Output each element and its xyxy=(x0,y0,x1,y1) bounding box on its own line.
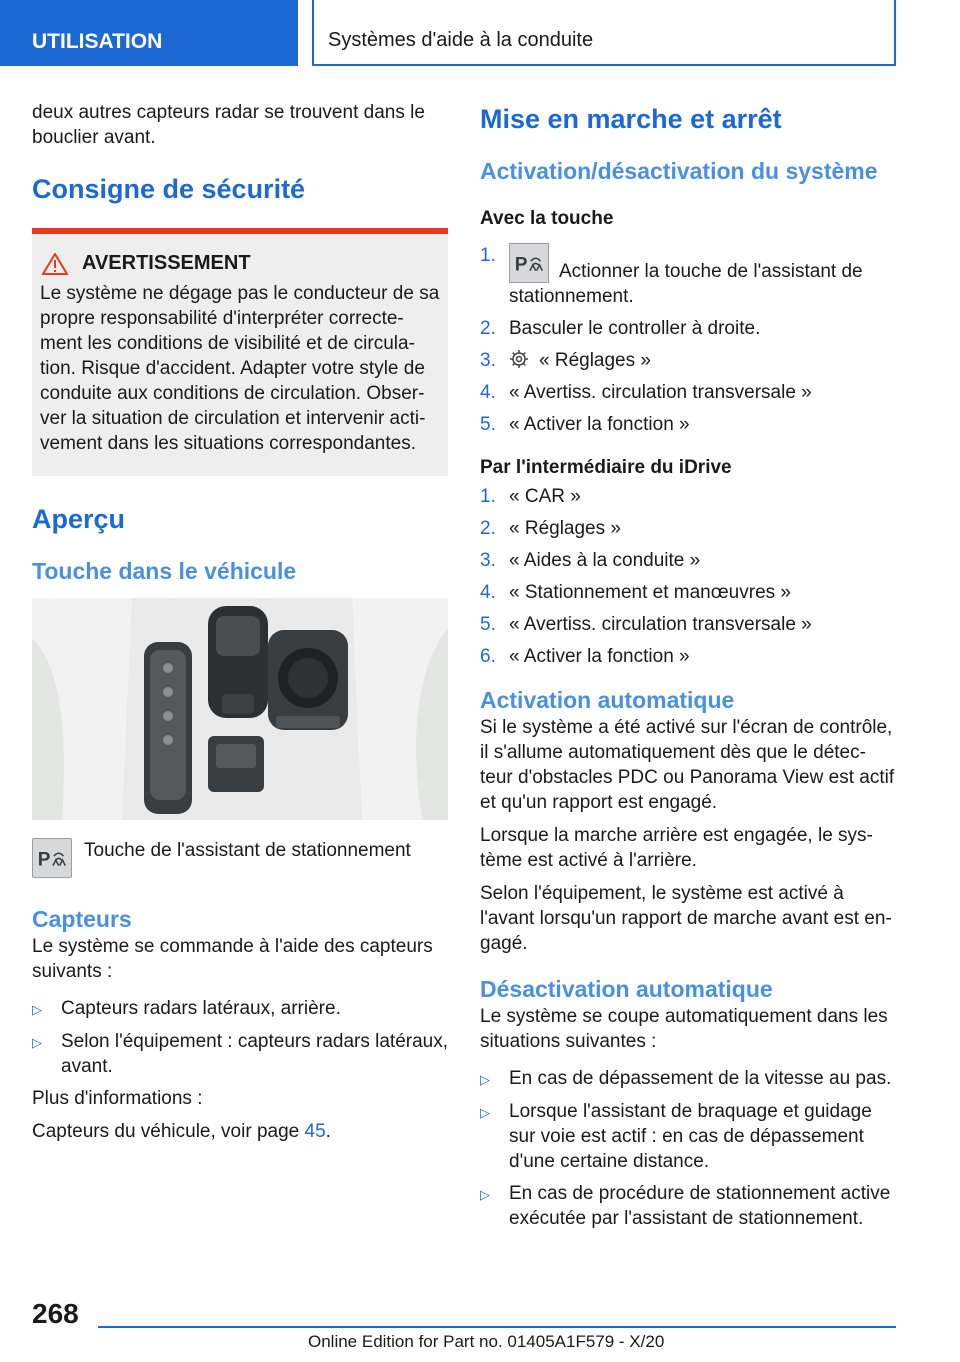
list-item: 2. Basculer le controller à droite. xyxy=(480,318,761,339)
park-assist-button-icon xyxy=(32,838,72,878)
sensors-text: Le système se commande à l'aide des capteurs suivants : xyxy=(32,936,433,982)
center-console-illustration xyxy=(32,598,448,820)
caption-text: Touche de l'assistant de stationnement xyxy=(84,840,411,861)
overview-heading: Aperçu xyxy=(32,504,126,534)
right-column xyxy=(480,100,896,1238)
bullet-triangle-icon: ▷ xyxy=(32,1002,42,1017)
page-reference: Capteurs du véhicule, voir page 45. xyxy=(32,1121,331,1142)
list-item: ▷ Selon l'équipement : capteurs radars latéraux, avant. xyxy=(32,1031,449,1077)
footer-divider xyxy=(98,1326,896,1328)
list-item: 2. « Réglages » xyxy=(480,518,621,539)
console-photo xyxy=(32,598,448,820)
bullet-triangle-icon: ▷ xyxy=(480,1072,490,1087)
auto-off-text: Le système se coupe automatiquement dans les situations suivantes : xyxy=(480,1006,888,1052)
more-info: Plus d'informations : xyxy=(32,1088,203,1109)
list-item: ▷ Lorsque l'assistant de braquage et guidage sur voie est actif : en cas de dépassement d'une certaine distance. xyxy=(480,1101,872,1172)
list-item: 5. « Activer la fonction » xyxy=(480,414,690,435)
onoff-heading: Mise en marche et arrêt xyxy=(480,104,782,134)
svg-text:P: P xyxy=(514,254,528,276)
list-item: ▷ En cas de procédure de stationnement active exécutée par l'assistant de stationnement. xyxy=(480,1183,891,1229)
list-item: 1. P Actionner la touche de l'assistant de stationnement. xyxy=(480,245,863,307)
footer-edition: Online Edition for Part no. 01405A1F579 - X/20 xyxy=(308,1332,665,1351)
auto-on-p3: Selon l'équipement, le système est activé à l'avant lorsqu'un rapport de marche avant est en-gagé. xyxy=(480,883,892,954)
list-item: 6. « Activer la fonction » xyxy=(480,646,690,667)
list-item: 3. « Réglages » xyxy=(480,350,651,371)
warning-text: Le système ne dégage pas le conducteur de sa propre responsabilité d'interpréter correcte-ment les conditions de visibilité et de circula-tion. Risque d'accident. Adapter votre style de conduite aux conditions de circulation. Obser-ver la situation de circulation et intervenir acti-vement dans les situations correspondantes. xyxy=(40,283,440,454)
list-item: 1. « CAR » xyxy=(480,486,581,507)
intro-text: deux autres capteurs radar se trouvent dans le bouclier avant. xyxy=(32,102,425,148)
warning-header xyxy=(40,252,440,275)
page-number: 268 xyxy=(32,1298,79,1329)
list-item: ▷ En cas de dépassement de la vitesse au pas. xyxy=(480,1066,896,1092)
list-item: 3. « Aides à la conduite » xyxy=(480,550,701,571)
chapter-tab: Systèmes d'aide à la conduite xyxy=(312,0,896,66)
warning-title: AVERTISSEMENT xyxy=(82,252,251,274)
svg-text:P: P xyxy=(37,849,51,871)
left-column xyxy=(32,100,448,1152)
idrive-steps xyxy=(480,484,896,669)
button-steps xyxy=(480,243,896,437)
auto-off-list xyxy=(480,1066,896,1231)
bullet-triangle-icon: ▷ xyxy=(32,1035,42,1050)
gear-icon xyxy=(509,349,529,369)
button-heading: Touche dans le véhicule xyxy=(32,558,297,584)
auto-on-heading: Activation automatique xyxy=(480,687,735,713)
auto-on-p2: Lorsque la marche arrière est engagée, le sys-tème est activé à l'arrière. xyxy=(480,825,873,871)
list-item: 5. « Avertiss. circulation transversale » xyxy=(480,614,812,635)
bullet-triangle-icon: ▷ xyxy=(480,1105,490,1120)
park-assist-button-icon xyxy=(509,243,549,283)
photo-caption xyxy=(32,838,448,878)
warning-box xyxy=(32,228,448,476)
warning-triangle-icon xyxy=(42,253,68,275)
list-item: 4. « Stationnement et manœuvres » xyxy=(480,582,791,603)
list-item: 4. « Avertiss. circulation transversale » xyxy=(480,382,812,403)
list-item: ▷ Capteurs radars latéraux, arrière. xyxy=(32,996,448,1022)
sensors-heading: Capteurs xyxy=(32,906,132,932)
page-link[interactable]: 45 xyxy=(304,1121,326,1142)
page-header xyxy=(0,0,960,66)
bullet-triangle-icon: ▷ xyxy=(480,1187,490,1202)
safety-heading: Consigne de sécurité xyxy=(32,174,306,204)
via-idrive-heading: Par l'intermédiaire du iDrive xyxy=(480,457,732,478)
auto-on-p1: Si le système a été activé sur l'écran de contrôle, il s'allume automatiquement dès que le détec-teur d'obstacles PDC ou Panorama View est actif et qu'un rapport est engagé. xyxy=(480,717,895,813)
via-button-heading: Avec la touche xyxy=(480,208,614,229)
sensors-list xyxy=(32,996,448,1079)
auto-off-heading: Désactivation automatique xyxy=(480,976,773,1002)
activation-heading: Activation/désactivation du système xyxy=(480,158,878,184)
section-tab: UTILISATION xyxy=(0,0,298,66)
